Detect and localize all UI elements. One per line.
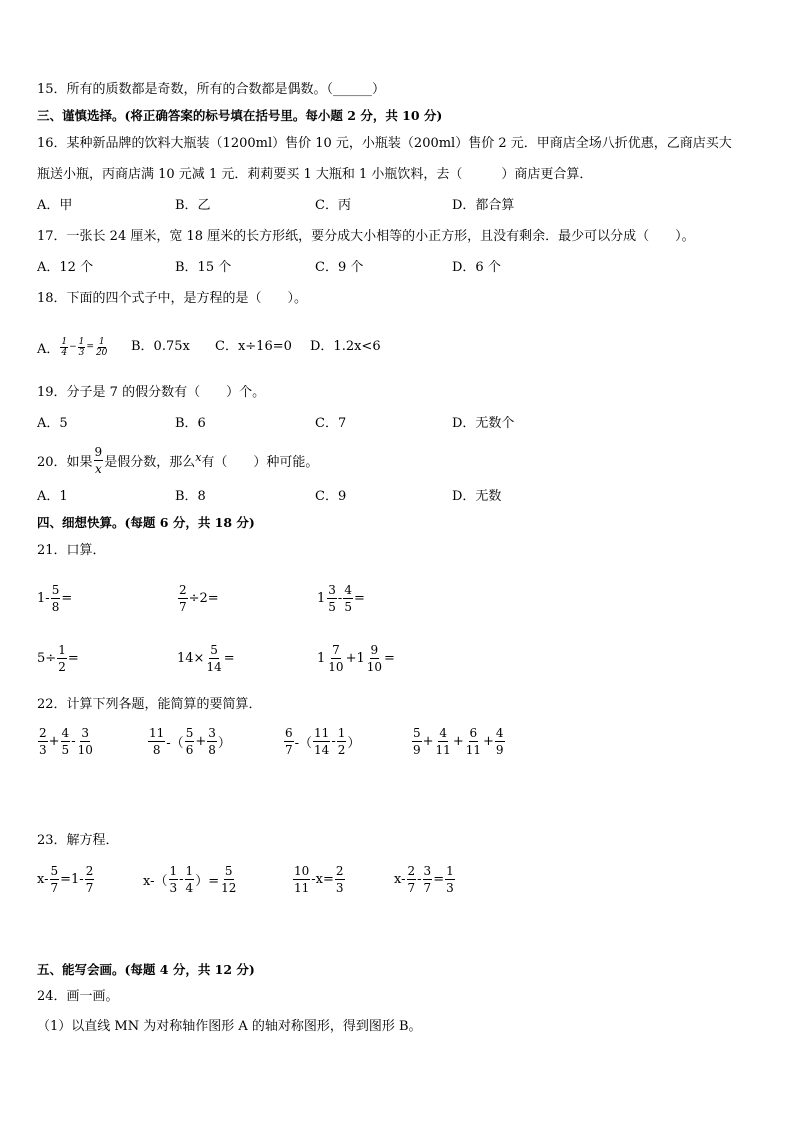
denominator: 7 bbox=[179, 599, 187, 614]
q20-prefix: 20．如果 bbox=[37, 454, 93, 470]
numerator: 1 bbox=[446, 863, 454, 878]
operator: ÷ bbox=[45, 650, 57, 666]
fraction bbox=[207, 726, 217, 757]
numerator: 2 bbox=[407, 863, 416, 878]
denominator: 12 bbox=[221, 880, 237, 895]
numerator: 6 bbox=[469, 725, 478, 740]
numerator: 1 bbox=[185, 863, 194, 878]
fraction bbox=[435, 726, 452, 757]
q21-expr-4 bbox=[37, 640, 79, 676]
denominator: 7 bbox=[85, 880, 94, 895]
denominator: 20 bbox=[95, 347, 108, 358]
numerator: 2 bbox=[85, 863, 94, 878]
denominator: 2 bbox=[337, 742, 346, 757]
q16-option-a: A．甲 bbox=[37, 198, 73, 213]
q21-expr-1 bbox=[37, 580, 72, 616]
fraction bbox=[495, 726, 505, 757]
operator: = bbox=[86, 342, 94, 352]
denominator: 14 bbox=[314, 742, 330, 757]
numerator: 5 bbox=[185, 725, 194, 740]
denominator: 9 bbox=[495, 742, 504, 757]
q18-option-a-label: A． bbox=[37, 341, 60, 357]
numerator: 1 bbox=[169, 863, 178, 878]
numerator: 1 bbox=[58, 642, 66, 657]
denominator: 10 bbox=[366, 659, 383, 674]
denominator: 7 bbox=[50, 880, 59, 895]
numerator: 2 bbox=[179, 582, 187, 597]
prefix: x- bbox=[394, 871, 406, 887]
q17-option-b: B．15 个 bbox=[175, 260, 232, 275]
whole: 1 bbox=[37, 590, 46, 606]
operator: -（ bbox=[166, 735, 184, 751]
denominator: 3 bbox=[446, 880, 454, 895]
denominator: 6 bbox=[185, 742, 194, 757]
denominator: 3 bbox=[39, 742, 47, 757]
numerator: 2 bbox=[39, 725, 47, 740]
operator: × bbox=[193, 650, 205, 666]
section-5-heading: 五、能写会画。(每题 4 分，共 12 分) bbox=[37, 962, 255, 977]
denominator: 9 bbox=[413, 742, 421, 757]
denominator: 5 bbox=[328, 599, 336, 614]
fraction bbox=[178, 583, 188, 614]
operator: + bbox=[422, 733, 434, 749]
question-17: 17．一张长 24 厘米，宽 18 厘米的长方形纸，要分成大小相等的小正方形，且没有剩余．最少可以分成（ ）。 bbox=[37, 229, 695, 244]
numerator: 2 bbox=[335, 863, 344, 878]
q20-option-b: B．8 bbox=[175, 489, 206, 504]
q17-option-c: C．9 个 bbox=[315, 260, 364, 275]
numerator: 9 bbox=[94, 444, 103, 459]
q19-option-c: C．7 bbox=[315, 416, 347, 431]
fraction bbox=[335, 864, 345, 895]
fraction bbox=[61, 726, 71, 757]
operator: - bbox=[417, 871, 422, 887]
question-16-line-2: 瓶送小瓶，丙商店满 10 元减 1 元．莉莉要买 1 大瓶和 1 小瓶饮料，去（ ）商店更合算． bbox=[37, 167, 593, 182]
fraction bbox=[77, 726, 94, 757]
numerator: 1 bbox=[61, 336, 68, 347]
denominator: 8 bbox=[51, 599, 60, 614]
denominator: 11 bbox=[435, 742, 451, 757]
fraction bbox=[205, 643, 222, 674]
fraction bbox=[337, 726, 347, 757]
operator: − bbox=[69, 342, 77, 352]
question-24-part-1: （1）以直线 MN 为对称轴作图形 A 的轴对称图形，得到图形 B。 bbox=[37, 1019, 422, 1034]
denominator: 10 bbox=[77, 742, 93, 757]
q20-option-a: A．1 bbox=[37, 489, 68, 504]
q17-option-a: A．12 个 bbox=[37, 260, 94, 275]
fraction bbox=[60, 337, 68, 358]
numerator: 9 bbox=[370, 642, 379, 657]
q16-option-d: D．都合算 bbox=[452, 198, 515, 213]
denominator: 3 bbox=[335, 880, 344, 895]
operator: ÷2= bbox=[188, 590, 219, 606]
fraction bbox=[423, 864, 433, 895]
fraction bbox=[445, 864, 455, 895]
variable-x: x bbox=[195, 450, 202, 464]
denominator: x bbox=[94, 461, 102, 476]
operator: - bbox=[179, 871, 184, 887]
fraction bbox=[220, 864, 237, 895]
q18-option-d: D．1.2x<6 bbox=[310, 339, 381, 354]
numerator: 3 bbox=[328, 582, 336, 597]
numerator: 5 bbox=[413, 725, 421, 740]
q20-suffix: 有（ ）种可能。 bbox=[201, 454, 319, 470]
numerator: 4 bbox=[344, 582, 352, 597]
numerator: 6 bbox=[285, 725, 293, 740]
numerator: 10 bbox=[294, 863, 310, 878]
whole: 5 bbox=[37, 650, 46, 666]
fraction bbox=[465, 726, 482, 757]
numerator: 1 bbox=[98, 336, 105, 347]
numerator: 11 bbox=[314, 725, 330, 740]
numerator: 4 bbox=[439, 725, 447, 740]
fraction bbox=[51, 583, 61, 614]
numerator: 1 bbox=[78, 336, 85, 347]
prefix: x-（ bbox=[143, 873, 168, 889]
numerator: 4 bbox=[61, 725, 70, 740]
fraction bbox=[95, 337, 108, 358]
fraction bbox=[185, 864, 195, 895]
denominator: 3 bbox=[78, 347, 85, 358]
q23-expr-1 bbox=[37, 860, 95, 898]
question-18: 18．下面的四个式子中，是方程的是（ ）。 bbox=[37, 291, 308, 306]
q22-expr-3 bbox=[283, 722, 360, 760]
fraction bbox=[366, 643, 383, 674]
q16-option-b: B．乙 bbox=[175, 198, 211, 213]
numerator: 4 bbox=[495, 725, 504, 740]
q23-expr-4 bbox=[394, 860, 456, 898]
numerator: 11 bbox=[149, 725, 165, 740]
numerator: 7 bbox=[332, 642, 340, 657]
fraction bbox=[284, 726, 294, 757]
fraction bbox=[185, 726, 195, 757]
question-22: 22．计算下列各题，能简算的要简算． bbox=[37, 697, 262, 712]
q19-option-a: A．5 bbox=[37, 416, 68, 431]
closing-paren: ） bbox=[217, 735, 231, 751]
q16-option-c: C．丙 bbox=[315, 198, 351, 213]
denominator: 7 bbox=[285, 742, 293, 757]
fraction bbox=[327, 583, 337, 614]
denominator: 14 bbox=[206, 659, 222, 674]
operator: + bbox=[452, 733, 464, 749]
whole: 14 bbox=[177, 650, 194, 666]
whole: 1 bbox=[317, 590, 326, 606]
section-4-heading: 四、细想快算。(每题 6 分，共 18 分) bbox=[37, 515, 255, 530]
q17-option-d: D．6 个 bbox=[452, 260, 501, 275]
q19-option-d: D．无数个 bbox=[452, 416, 515, 431]
q23-expr-2 bbox=[143, 860, 238, 898]
q18-option-c: C．x÷16=0 bbox=[215, 339, 292, 354]
operator: - bbox=[45, 590, 50, 606]
numerator: 3 bbox=[81, 725, 90, 740]
operator: +1 bbox=[345, 650, 365, 666]
equals: = bbox=[353, 590, 365, 606]
fraction bbox=[50, 864, 60, 895]
q22-expr-2 bbox=[147, 722, 231, 760]
q22-expr-1 bbox=[37, 722, 95, 760]
numerator: 3 bbox=[423, 863, 432, 878]
q19-option-b: B．6 bbox=[175, 416, 206, 431]
numerator: 5 bbox=[51, 582, 60, 597]
question-24: 24．画一画。 bbox=[37, 989, 119, 1004]
q18-option-a bbox=[37, 332, 109, 362]
question-15: 15．所有的质数都是奇数，所有的合数都是偶数。（______） bbox=[37, 82, 386, 97]
numerator: 5 bbox=[210, 642, 218, 657]
q23-expr-3 bbox=[292, 860, 346, 898]
question-20 bbox=[37, 440, 318, 480]
denominator: 11 bbox=[294, 880, 310, 895]
denominator: 4 bbox=[185, 880, 194, 895]
q20-middle: 是假分数，那么 bbox=[104, 454, 196, 470]
operator: -（ bbox=[294, 735, 313, 751]
fraction bbox=[313, 726, 330, 757]
operator: -x= bbox=[311, 871, 334, 887]
prefix: x- bbox=[37, 871, 49, 887]
q20-option-c: C．9 bbox=[315, 489, 347, 504]
fraction bbox=[94, 445, 104, 476]
fraction bbox=[407, 864, 417, 895]
fraction bbox=[78, 337, 86, 358]
operator: + bbox=[195, 733, 207, 749]
denominator: 2 bbox=[58, 659, 66, 674]
q21-expr-3 bbox=[317, 580, 365, 616]
q21-expr-2 bbox=[177, 580, 219, 616]
numerator: 5 bbox=[224, 863, 233, 878]
q21-expr-6 bbox=[317, 640, 395, 676]
q21-expr-5 bbox=[177, 640, 235, 676]
fraction bbox=[412, 726, 422, 757]
fraction bbox=[148, 726, 165, 757]
operator: - bbox=[337, 590, 343, 606]
fraction bbox=[85, 864, 95, 895]
operator: ）= bbox=[195, 873, 220, 889]
closing-paren: ） bbox=[347, 735, 361, 751]
fraction bbox=[38, 726, 48, 757]
denominator: 7 bbox=[423, 880, 432, 895]
denominator: 5 bbox=[61, 742, 70, 757]
fraction bbox=[169, 864, 179, 895]
question-21: 21．口算． bbox=[37, 543, 106, 558]
q20-option-d: D．无数 bbox=[452, 489, 502, 504]
denominator: 4 bbox=[61, 347, 68, 358]
equals: = bbox=[223, 650, 235, 666]
denominator: 11 bbox=[465, 742, 482, 757]
fraction bbox=[327, 643, 344, 674]
fraction bbox=[57, 643, 67, 674]
fraction bbox=[293, 864, 310, 895]
question-19: 19．分子是 7 的假分数有（ ）个。 bbox=[37, 385, 266, 400]
q22-expr-4 bbox=[411, 722, 506, 760]
denominator: 5 bbox=[344, 599, 352, 614]
q18-option-b: B．0.75x bbox=[131, 339, 190, 354]
question-23: 23．解方程． bbox=[37, 833, 119, 848]
operator: = bbox=[433, 871, 445, 887]
operator: - bbox=[71, 733, 76, 749]
denominator: 7 bbox=[407, 880, 416, 895]
fraction bbox=[343, 583, 353, 614]
operator: + bbox=[483, 733, 494, 749]
numerator: 1 bbox=[337, 725, 346, 740]
operator: - bbox=[331, 733, 336, 749]
numerator: 3 bbox=[208, 725, 216, 740]
operator: =1- bbox=[60, 871, 84, 887]
denominator: 3 bbox=[169, 880, 178, 895]
denominator: 8 bbox=[208, 742, 216, 757]
operator: + bbox=[48, 733, 60, 749]
question-16-line-1: 16．某种新品牌的饮料大瓶装（1200ml）售价 10 元，小瓶装（200ml）售价 2 元．甲商店全场八折优惠，乙商店买大 bbox=[37, 136, 732, 151]
equals: = bbox=[67, 650, 79, 666]
equals: = bbox=[61, 590, 73, 606]
numerator: 5 bbox=[50, 863, 59, 878]
denominator: 10 bbox=[328, 659, 344, 674]
equals: = bbox=[384, 650, 395, 666]
whole: 1 bbox=[317, 650, 326, 666]
section-3-heading: 三、谨慎选择。(将正确答案的标号填在括号里。每小题 2 分，共 10 分) bbox=[37, 108, 443, 123]
denominator: 8 bbox=[152, 742, 161, 757]
